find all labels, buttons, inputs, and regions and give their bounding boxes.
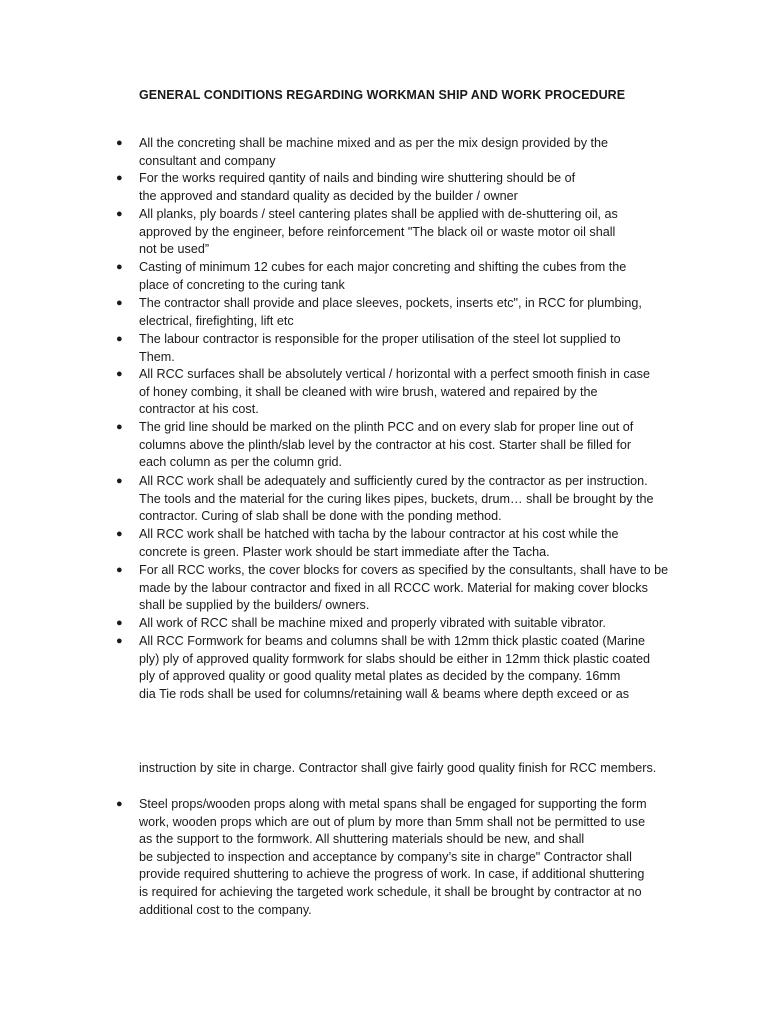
- list-item-line: as the support to the formwork. All shuttering materials should be new, and shall: [139, 832, 585, 847]
- list-item-line: All RCC Formwork for beams and columns shall be with 12mm thick plastic coated (Marine: [139, 634, 646, 648]
- bullet-icon: ●: [116, 297, 123, 309]
- list-item-line: The contractor shall provide and place sleeves, pockets, inserts etc", in RCC for plumbing,: [139, 296, 642, 310]
- list-item-line: ply) ply of approved quality formwork for slabs should be either in 12mm thick plastic coated: [139, 651, 650, 666]
- list-item-line: ply of approved quality or good quality metal plates as decided by the company. 16mm: [139, 669, 621, 684]
- list-item-line: be subjected to inspection and acceptance by company’s site in charge" Contractor shall: [139, 849, 632, 864]
- bullet-icon: ●: [116, 261, 123, 273]
- list-item-line: of honey combing, it shall be cleaned with wire brush, watered and repaired by the: [139, 384, 598, 399]
- list-item: [116, 633, 679, 703]
- bullet-icon: ●: [116, 368, 123, 380]
- bullet-icon: ●: [116, 635, 123, 647]
- bullet-icon: ●: [116, 564, 123, 576]
- list-item-line: The grid line should be marked on the plinth PCC and on every slab for proper line out of: [139, 420, 634, 434]
- list-item-line: concrete is green. Plaster work should be start immediate after the Tacha.: [139, 544, 550, 559]
- list-item: [116, 419, 679, 472]
- list-item-line: All RCC surfaces shall be absolutely vertical / horizontal with a perfect smooth finish in case: [139, 367, 650, 381]
- list-item-line: contractor. Curing of slab shall be done with the ponding method.: [139, 509, 502, 524]
- bullet-icon: ●: [116, 528, 123, 540]
- list-item: [116, 796, 679, 919]
- list-item-line: All the concreting shall be machine mixed and as per the mix design provided by the: [139, 136, 609, 150]
- list-item-line: is required for achieving the targeted work schedule, it shall be brought by contractor at no: [139, 884, 642, 899]
- list-item-line: Them.: [139, 349, 175, 364]
- list-item-line: additional cost to the company.: [139, 902, 312, 917]
- list-item-line: the approved and standard quality as decided by the builder / owner: [139, 188, 518, 203]
- list-item-line: For all RCC works, the cover blocks for covers as specified by the consultants, shall have to be: [139, 563, 669, 577]
- list-item: [116, 366, 679, 419]
- list-item-line: approved by the engineer, before reinforcement "The black oil or waste motor oil shall: [139, 224, 616, 239]
- list-item-line: dia Tie rods shall be used for columns/retaining wall & beams where depth exceed or as: [139, 686, 630, 701]
- bullet-icon: ●: [116, 137, 123, 149]
- list-item-line: columns above the plinth/slab level by the contractor at his cost. Starter shall be filled for: [139, 437, 632, 452]
- list-item: [116, 206, 679, 259]
- bullet-icon: ●: [116, 208, 123, 220]
- list-item-line: Casting of minimum 12 cubes for each major concreting and shifting the cubes from the: [139, 260, 627, 274]
- list-item: [116, 331, 679, 366]
- list-item: [116, 526, 679, 561]
- list-item-line: The labour contractor is responsible for the proper utilisation of the steel lot supplied to: [139, 332, 621, 346]
- list-item-line: contractor at his cost.: [139, 402, 259, 417]
- list-item: [116, 170, 679, 205]
- list-item-line: made by the labour contractor and fixed in all RCCC work. Material for making cover blocks: [139, 580, 648, 595]
- list-item-line: For the works required qantity of nails and binding wire shuttering should be of: [139, 171, 576, 185]
- list-item-line: All RCC work shall be adequately and sufficiently cured by the contractor as per instruction.: [139, 474, 648, 488]
- list-item: [116, 473, 679, 526]
- list-item-line: place of concreting to the curing tank: [139, 277, 345, 292]
- bullet-icon: ●: [116, 617, 123, 629]
- bullet-icon: ●: [116, 421, 123, 433]
- list-item-line: Steel props/wooden props along with metal spans shall be engaged for supporting the form: [139, 797, 647, 811]
- continuation-line: instruction by site in charge. Contractor shall give fairly good quality finish for RCC members.: [139, 761, 657, 775]
- document-title: GENERAL CONDITIONS REGARDING WORKMAN SHIP AND WORK PROCEDURE: [139, 88, 626, 102]
- bullet-icon: ●: [116, 475, 123, 487]
- list-item-line: The tools and the material for the curing likes pipes, buckets, drum… shall be brought by the: [139, 491, 654, 506]
- list-item: [116, 562, 679, 615]
- list-item-line: work, wooden props which are out of plum by more than 5mm shall not be permitted to use: [139, 814, 646, 829]
- bullet-icon: ●: [116, 333, 123, 345]
- list-item-line: All RCC work shall be hatched with tacha by the labour contractor at his cost while the: [139, 527, 619, 541]
- list-item: [116, 615, 679, 633]
- list-item: [116, 259, 679, 294]
- list-item: [116, 295, 679, 330]
- list-item-line: shall be supplied by the builders/ owners.: [139, 598, 370, 613]
- list-item-line: All work of RCC shall be machine mixed and properly vibrated with suitable vibrator.: [139, 616, 606, 630]
- list-item-line: not be used”: [139, 242, 210, 257]
- list-item-line: each column as per the column grid.: [139, 455, 343, 470]
- list-item: [116, 135, 679, 170]
- list-item-line: consultant and company: [139, 153, 276, 168]
- bullet-icon: ●: [116, 798, 123, 810]
- list-item-line: electrical, firefighting, lift etc: [139, 313, 294, 328]
- list-item-line: All planks, ply boards / steel cantering plates shall be applied with de-shuttering oil, as: [139, 207, 618, 221]
- bullet-icon: ●: [116, 172, 123, 184]
- list-item-line: provide required shuttering to achieve the progress of work. In case, if additional shuttering: [139, 867, 645, 882]
